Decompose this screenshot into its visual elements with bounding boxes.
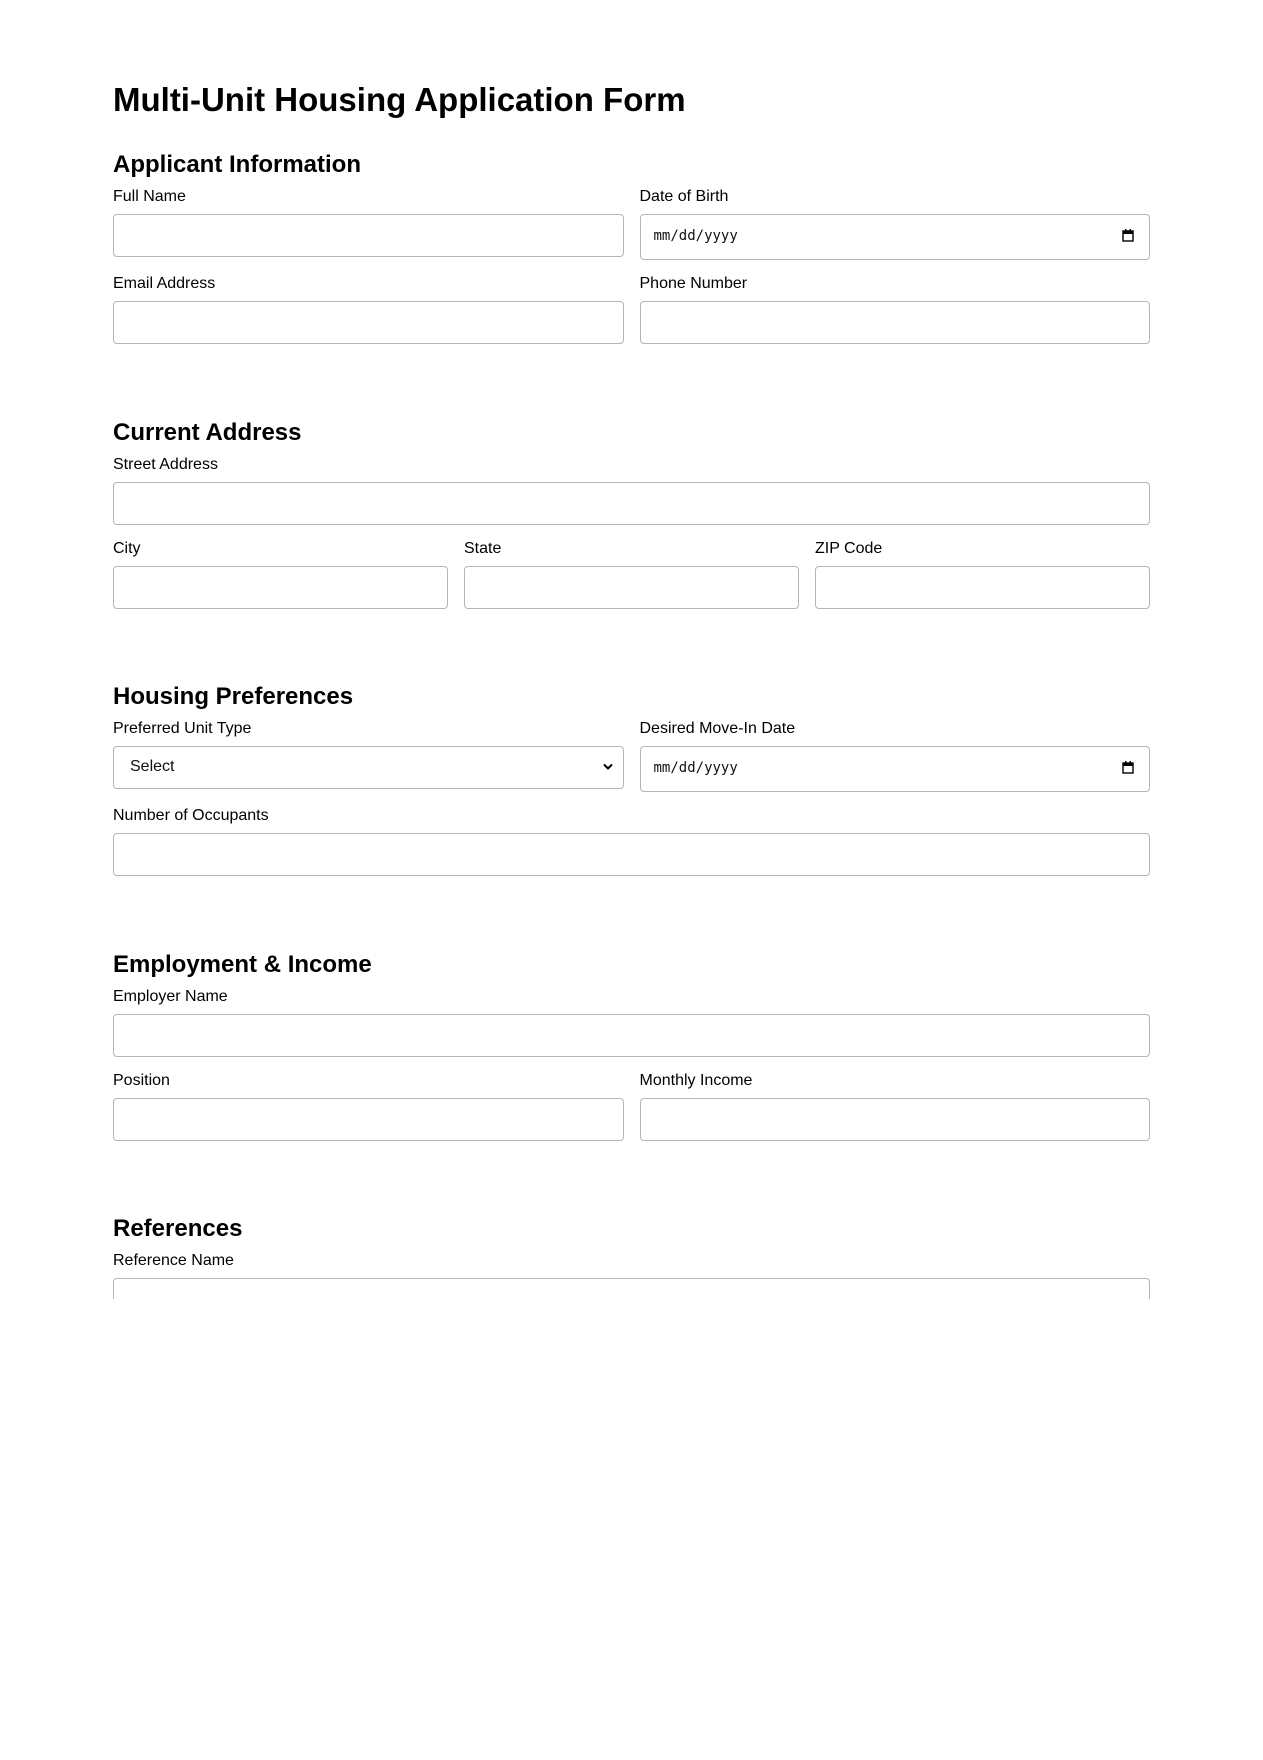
date-placeholder: mm/dd/yyyy	[653, 228, 738, 244]
section-heading: Current Address	[113, 419, 302, 446]
section-current-address	[113, 418, 1150, 609]
unit-type-selected: Select	[130, 758, 175, 775]
move-in-date-label: Desired Move-In Date	[639, 720, 796, 737]
zip-code-input[interactable]	[815, 566, 1150, 609]
date-of-birth-input[interactable]	[640, 214, 1151, 260]
chevron-down-icon	[603, 763, 613, 771]
section-references	[113, 1214, 1150, 1299]
unit-type-select[interactable]	[113, 746, 624, 789]
housing-application-form	[113, 0, 1150, 1299]
section-employment-income	[113, 950, 1150, 1141]
street-address-label: Street Address	[113, 456, 218, 473]
state-input[interactable]	[464, 566, 799, 609]
street-address-input[interactable]	[113, 482, 1150, 525]
date-of-birth-label: Date of Birth	[639, 188, 729, 205]
section-heading: References	[113, 1215, 243, 1242]
monthly-income-label: Monthly Income	[639, 1072, 753, 1089]
full-name-label: Full Name	[113, 188, 186, 205]
email-input[interactable]	[113, 301, 624, 344]
calendar-icon[interactable]	[1122, 229, 1134, 242]
move-in-date-input[interactable]	[640, 746, 1151, 792]
state-label: State	[464, 540, 502, 557]
monthly-income-input[interactable]	[640, 1098, 1151, 1141]
unit-type-label: Preferred Unit Type	[113, 720, 252, 737]
phone-input[interactable]	[640, 301, 1151, 344]
full-name-input[interactable]	[113, 214, 624, 257]
section-housing-preferences	[113, 682, 1150, 876]
date-placeholder: mm/dd/yyyy	[653, 760, 738, 776]
email-label: Email Address	[113, 275, 216, 292]
occupants-input[interactable]	[113, 833, 1150, 876]
employer-name-input[interactable]	[113, 1014, 1150, 1057]
calendar-icon[interactable]	[1122, 761, 1134, 774]
section-heading: Housing Preferences	[113, 683, 354, 710]
zip-code-label: ZIP Code	[815, 540, 883, 557]
city-label: City	[113, 540, 141, 557]
city-input[interactable]	[113, 566, 448, 609]
section-applicant-information	[113, 150, 1150, 344]
position-input[interactable]	[113, 1098, 624, 1141]
reference-name-label: Reference Name	[113, 1252, 234, 1269]
employer-name-label: Employer Name	[113, 988, 228, 1005]
occupants-label: Number of Occupants	[113, 807, 269, 824]
position-label: Position	[113, 1072, 170, 1089]
section-heading: Employment & Income	[113, 951, 372, 978]
page-title: Multi-Unit Housing Application Form	[113, 81, 686, 118]
phone-label: Phone Number	[639, 275, 748, 292]
section-heading: Applicant Information	[113, 151, 361, 178]
reference-name-input[interactable]	[113, 1278, 1150, 1299]
